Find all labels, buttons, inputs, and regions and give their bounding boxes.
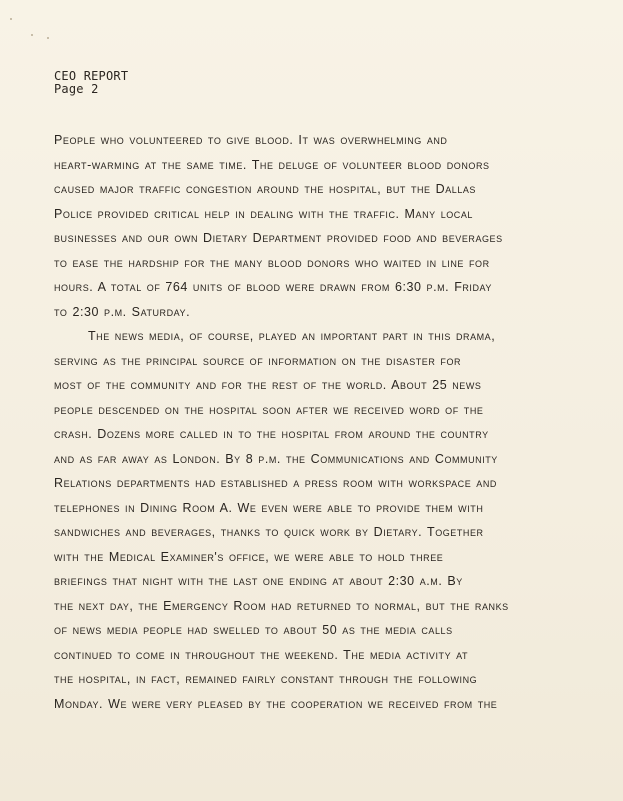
text-line: People who volunteered to give blood. It was overwhelming and — [54, 133, 448, 147]
text-line: businesses and our own Dietary Department provided food and beverages — [54, 231, 503, 245]
paragraph-start-line: The news media, of course, played an important part in this drama, — [88, 329, 496, 343]
report-body — [54, 128, 594, 716]
text-line: to ease the hardship for the many blood donors who waited in line for — [54, 255, 490, 270]
text-line: with the Medical Examiner's office, we were able to hold three — [54, 549, 444, 564]
text-line: briefings that night with the last one ending at about 2:30 a.m. By — [54, 574, 463, 588]
text-line: and as far away as London. By 8 p.m. the Communications and Community — [54, 451, 498, 466]
paper-speck — [31, 34, 33, 36]
text-line: hours. A total of 764 units of blood were drawn from 6:30 p.m. Friday — [54, 280, 492, 294]
text-line: the hospital, in fact, remained fairly constant through the following — [54, 672, 478, 686]
paper-speck — [10, 18, 12, 20]
report-title: CEO REPORT — [54, 69, 129, 83]
text-line: telephones in Dining Room A. We even were able to provide them with — [54, 500, 484, 515]
text-line: Police provided critical help in dealing with the traffic. Many local — [54, 206, 473, 221]
text-line: sandwiches and beverages, thanks to quick work by Dietary. Together — [54, 525, 484, 539]
page-header — [54, 70, 128, 96]
text-line: caused major traffic congestion around the hospital, but the Dallas — [54, 182, 476, 196]
paper-speck — [47, 37, 49, 39]
text-line: of news media people had swelled to about 50 as the media calls — [54, 623, 453, 637]
text-line: crash. Dozens more called in to the hospital from around the country — [54, 427, 489, 441]
text-line: continued to come in throughout the weekend. The media activity at — [54, 647, 469, 662]
text-line: the next day, the Emergency Room had returned to normal, but the ranks — [54, 598, 509, 613]
text-line: Monday. We were very pleased by the cooperation we received from the — [54, 696, 498, 711]
text-line: most of the community and for the rest of the world. About 25 news — [54, 378, 482, 392]
text-line: Relations departments had established a press room with workspace and — [54, 476, 497, 490]
page-number: Page 2 — [54, 82, 99, 96]
text-line: to 2:30 p.m. Saturday. — [54, 304, 191, 319]
text-line: heart-warming at the same time. The deluge of volunteer blood donors — [54, 157, 490, 172]
text-line: people descended on the hospital soon after we received word of the — [54, 402, 484, 417]
text-line: serving as the principal source of information on the disaster for — [54, 353, 462, 368]
